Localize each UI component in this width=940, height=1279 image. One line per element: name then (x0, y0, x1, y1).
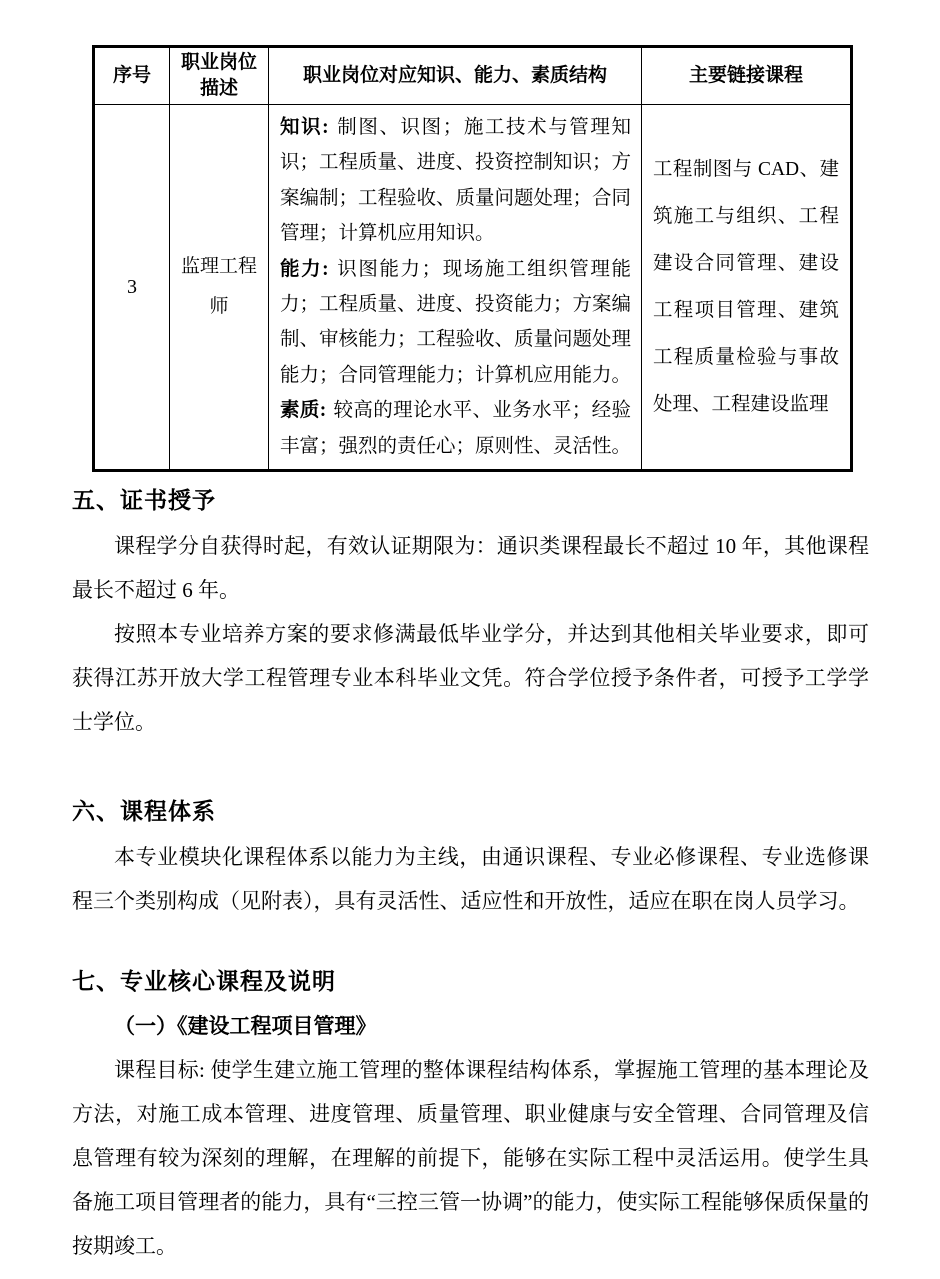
ability-text: 识图能力；现场施工组织管理能力；工程质量、进度、投资能力；方案编制、审核能力；工程验收、质量问题处理能力；合同管理能力；计算机应用能力。 (280, 258, 632, 386)
certificate-paragraph-1: 课程学分自获得时起，有效认证期限为：通识类课程最长不超过 10 年，其他课程最长不超过 6 年。 (72, 534, 869, 602)
section-title-core-courses: 七、专业核心课程及说明 (72, 968, 336, 994)
cell-linked-courses (642, 105, 852, 471)
course-system-paragraph: 本专业模块化课程体系以能力为主线，由通识课程、专业必修课程、专业选修课程三个类别构成（见附表），具有灵活性、适应性和开放性，适应在职在岗人员学习。 (72, 845, 869, 913)
job-structure-table (92, 45, 853, 472)
header-structure: 职业岗位对应知识、能力、素质结构 (269, 47, 642, 105)
knowledge-paragraph (280, 110, 631, 252)
core-course-1-title: （一）《建设工程项目管理》 (114, 1014, 377, 1038)
table-header-row (94, 47, 852, 105)
ability-paragraph (280, 252, 631, 394)
quality-paragraph (280, 393, 631, 464)
ability-label: 能力: (280, 258, 329, 280)
header-courses: 主要链接课程 (642, 47, 852, 105)
header-position: 职业岗位描述 (170, 47, 269, 105)
section-title-certificate: 五、证书授予 (72, 487, 216, 513)
quality-label: 素质: (280, 400, 327, 422)
knowledge-label: 知识: (280, 117, 329, 138)
table-row (94, 105, 852, 471)
section-title-course-system: 六、课程体系 (72, 798, 216, 824)
knowledge-text: 制图、识图；施工技术与管理知识；工程质量、进度、投资控制知识；方案编制；工程验收、质量问题处理；合同管理；计算机应用知识。 (280, 117, 632, 245)
linked-courses-text: 工程制图与 CAD、建筑施工与组织、工程建设合同管理、建设工程项目管理、建筑工程质量检验与事故处理、工程建设监理 (653, 159, 839, 416)
core-course-1-goal-paragraph: 课程目标: 使学生建立施工管理的整体课程结构体系，掌握施工管理的基本理论及方法，对施工成本管理、进度管理、质量管理、职业健康与安全管理、合同管理及信息管理有较为深刻的理解，在理解的前提下，能够在实际工程中灵活运用。使学生具备施工项目管理者的能力，具有“三控三管一协调”的能力，使实际工程能够保质保量的按期竣工。 (72, 1058, 869, 1258)
quality-text: 较高的理论水平、业务水平；经验丰富；强烈的责任心；原则性、灵活性。 (280, 400, 632, 457)
cell-knowledge-structure (269, 105, 642, 471)
certificate-paragraph-2: 按照本专业培养方案的要求修满最低毕业学分，并达到其他相关毕业要求，即可获得江苏开放大学工程管理专业本科毕业文凭。符合学位授予条件者，可授予工学学士学位。 (72, 622, 869, 734)
cell-position: 监理工程师 (170, 105, 269, 471)
header-index: 序号 (94, 47, 170, 105)
cell-row-index: 3 (94, 105, 170, 471)
